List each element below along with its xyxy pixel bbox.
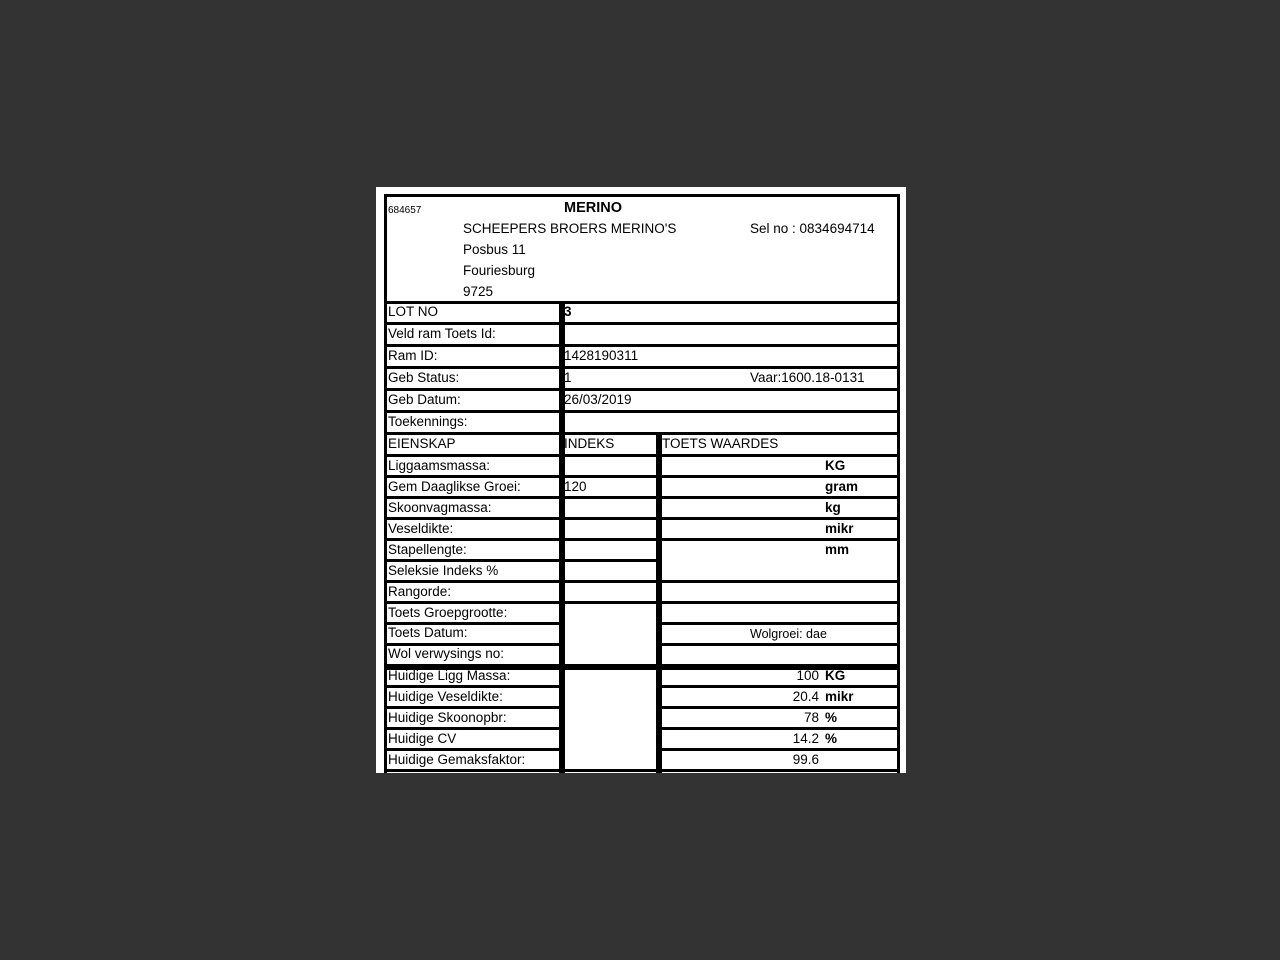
- current-label: Huidige Ligg Massa:: [388, 668, 511, 683]
- column-divider: [659, 432, 662, 773]
- current-unit: %: [825, 710, 838, 725]
- trait-unit: gram: [825, 479, 859, 494]
- lot-value: 3: [564, 304, 572, 319]
- current-unit: KG: [825, 668, 846, 683]
- trait-unit: mikr: [825, 521, 854, 536]
- veld-label: Veld ram Toets Id:: [388, 326, 496, 341]
- trait-label: Stapellengte:: [388, 542, 467, 557]
- current-value: 100: [796, 668, 819, 683]
- owner-name: SCHEEPERS BROERS MERINO'S: [463, 221, 677, 236]
- column-header-toets: TOETS WAARDES: [662, 436, 779, 451]
- seleksie-label: Seleksie Indeks %: [388, 563, 499, 578]
- trait-label: Veseldikte:: [388, 521, 454, 536]
- current-label: Huidige Skoonopbr:: [388, 710, 507, 725]
- divider: [659, 685, 897, 688]
- trait-label: Skoonvagmassa:: [388, 500, 492, 515]
- current-value: 14.2: [792, 731, 819, 746]
- trait-indeks: 120: [564, 479, 587, 494]
- divider: [659, 727, 897, 730]
- geb-status-value: 1: [564, 370, 572, 385]
- divider: [659, 748, 897, 751]
- current-value: 78: [803, 710, 819, 725]
- address-line-1: Posbus 11: [463, 242, 526, 257]
- header-block: [387, 197, 897, 302]
- geb-datum-label: Geb Datum:: [388, 392, 461, 407]
- divider: [387, 388, 897, 391]
- divider: [387, 580, 897, 583]
- current-unit: mikr: [825, 689, 854, 704]
- divider: [387, 517, 897, 520]
- current-label: Huidige CV: [388, 731, 457, 746]
- record-code: 684657: [388, 205, 422, 216]
- breed-title: MERINO: [564, 200, 622, 216]
- trait-unit: mm: [825, 542, 850, 557]
- lot-label: LOT NO: [388, 304, 439, 319]
- column-header-indeks: INDEKS: [564, 436, 615, 451]
- rangorde-label: Rangorde:: [388, 584, 452, 599]
- divider: [387, 769, 897, 772]
- trait-label: Gem Daaglikse Groei:: [388, 479, 521, 494]
- current-label: Huidige Veseldikte:: [388, 689, 503, 704]
- wolgroei-label: Wolgroei: dae: [750, 627, 827, 641]
- current-value: 20.4: [792, 689, 819, 704]
- document-page: [376, 187, 906, 773]
- current-value: 99.6: [792, 752, 819, 767]
- geb-datum-value: 26/03/2019: [564, 392, 632, 407]
- postcode: 9725: [463, 284, 494, 299]
- ram-id-label: Ram ID:: [388, 348, 438, 363]
- column-header-eienskap: EIENSKAP: [388, 436, 456, 451]
- vaar-value: Vaar:1600.18-0131: [750, 370, 865, 385]
- current-label: Huidige Gemaksfaktor:: [388, 752, 526, 767]
- divider: [659, 643, 897, 646]
- trait-unit: kg: [825, 500, 841, 515]
- ram-id-value: 1428190311: [564, 348, 639, 363]
- divider: [659, 601, 897, 604]
- toekennings-label: Toekennings:: [388, 414, 468, 429]
- divider: [387, 344, 897, 347]
- wol-verwysing-label: Wol verwysings no:: [388, 646, 505, 661]
- cell-number: Sel no : 0834694714: [750, 221, 875, 236]
- trait-label: Liggaamsmassa:: [388, 458, 491, 473]
- groepgrootte-label: Toets Groepgrootte:: [388, 605, 508, 620]
- address-line-2: Fouriesburg: [463, 263, 536, 278]
- trait-unit: KG: [825, 458, 846, 473]
- toets-datum-label: Toets Datum:: [388, 625, 468, 640]
- geb-status-label: Geb Status:: [388, 370, 460, 385]
- current-unit: %: [825, 731, 838, 746]
- ram-record-card: [384, 194, 900, 773]
- divider: [387, 432, 897, 435]
- divider: [387, 301, 897, 304]
- divider: [659, 706, 897, 709]
